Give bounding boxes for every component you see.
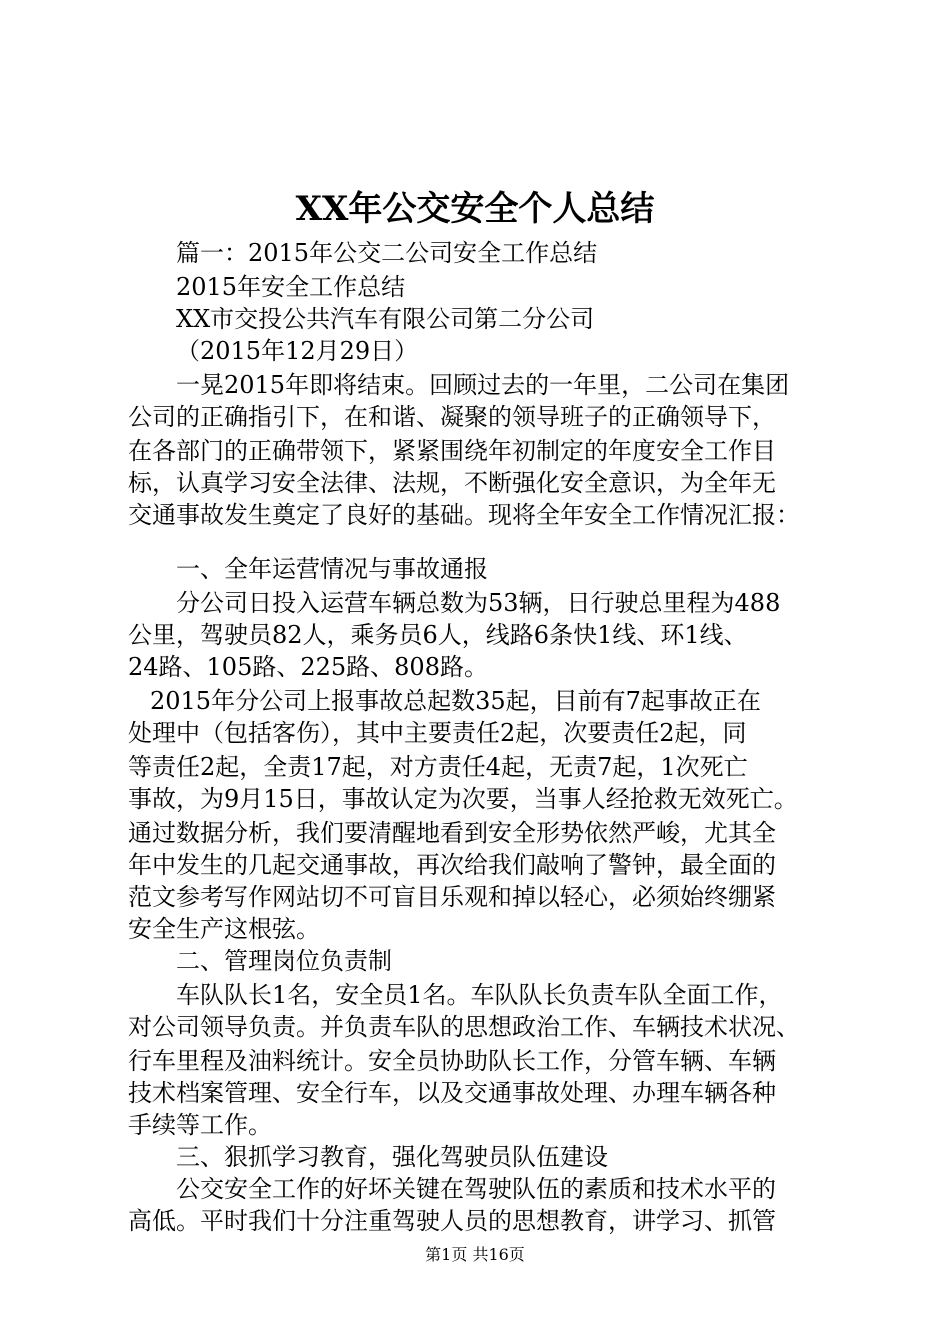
paragraph-line: 高低。平时我们十分注重驾驶人员的思想教育，讲学习、抓管 xyxy=(128,1207,776,1235)
paragraph-line: 篇一：2015年公交二公司安全工作总结 xyxy=(176,239,598,267)
section-heading: 三、狠抓学习教育，强化驾驶员队伍建设 xyxy=(176,1143,608,1171)
paragraph-line: 处理中（包括客伤），其中主要责任2起，次要责任2起，同 xyxy=(128,719,747,747)
paragraph-line: 标，认真学习安全法律、法规，不断强化安全意识，为全年无 xyxy=(128,469,776,497)
paragraph-line: 车队队长1名，安全员1名。车队队长负责车队全面工作， xyxy=(176,981,783,1009)
paragraph-line: 对公司领导负责。并负责车队的思想政治工作、车辆技术状况、 xyxy=(128,1013,800,1041)
paragraph-line: 交通事故发生奠定了良好的基础。现将全年安全工作情况汇报： xyxy=(128,501,800,529)
paragraph-line: 行车里程及油料统计。安全员协助队长工作，分管车辆、车辆 xyxy=(128,1047,776,1075)
paragraph-line: 2015年安全工作总结 xyxy=(176,273,406,301)
paragraph-line: 年中发生的几起交通事故，再次给我们敲响了警钟，最全面的 xyxy=(128,851,776,879)
paragraph-line: 等责任2起，全责17起，对方责任4起，无责7起，1次死亡 xyxy=(128,753,748,781)
paragraph-line: 手续等工作。 xyxy=(128,1111,272,1139)
paragraph-line: 公里，驾驶员82人，乘务员6人，线路6条快1线、环1线、 xyxy=(128,621,748,649)
paragraph-line: 一晃2015年即将结束。回顾过去的一年里，二公司在集团 xyxy=(176,371,790,399)
paragraph-line: XX市交投公共汽车有限公司第二分公司 xyxy=(176,305,595,333)
paragraph-line: 24路、105路、225路、808路。 xyxy=(128,653,488,681)
paragraph-line: 公交安全工作的好坏关键在驾驶队伍的素质和技术水平的 xyxy=(176,1175,776,1203)
paragraph-line: 通过数据分析，我们要清醒地看到安全形势依然严峻，尤其全 xyxy=(128,819,776,847)
section-heading: 一、全年运营情况与事故通报 xyxy=(176,555,488,583)
paragraph-line: 事故，为9月15日，事故认定为次要，当事人经抢救无效死亡。 xyxy=(128,785,798,813)
paragraph-line: 在各部门的正确带领下，紧紧围绕年初制定的年度安全工作目 xyxy=(128,437,776,465)
paragraph-line: 范文参考写作网站切不可盲目乐观和掉以轻心，必须始终绷紧 xyxy=(128,883,776,911)
paragraph-line: 技术档案管理、安全行车，以及交通事故处理、办理车辆各种 xyxy=(128,1079,776,1107)
document-title: XX年公交安全个人总结 xyxy=(295,189,655,229)
paragraph-line: 公司的正确指引下，在和谐、凝聚的领导班子的正确领导下， xyxy=(128,403,776,431)
paragraph-line: （2015年12月29日） xyxy=(176,337,419,365)
paragraph-line: 分公司日投入运营车辆总数为53辆，日行驶总里程为488 xyxy=(176,589,781,617)
paragraph-line: 安全生产这根弦。 xyxy=(128,915,320,943)
section-heading: 二、管理岗位负责制 xyxy=(176,947,392,975)
paragraph-line: 2015年分公司上报事故总起数35起，目前有7起事故正在 xyxy=(150,687,761,715)
page-number-footer: 第1页 共16页 xyxy=(425,1245,525,1264)
